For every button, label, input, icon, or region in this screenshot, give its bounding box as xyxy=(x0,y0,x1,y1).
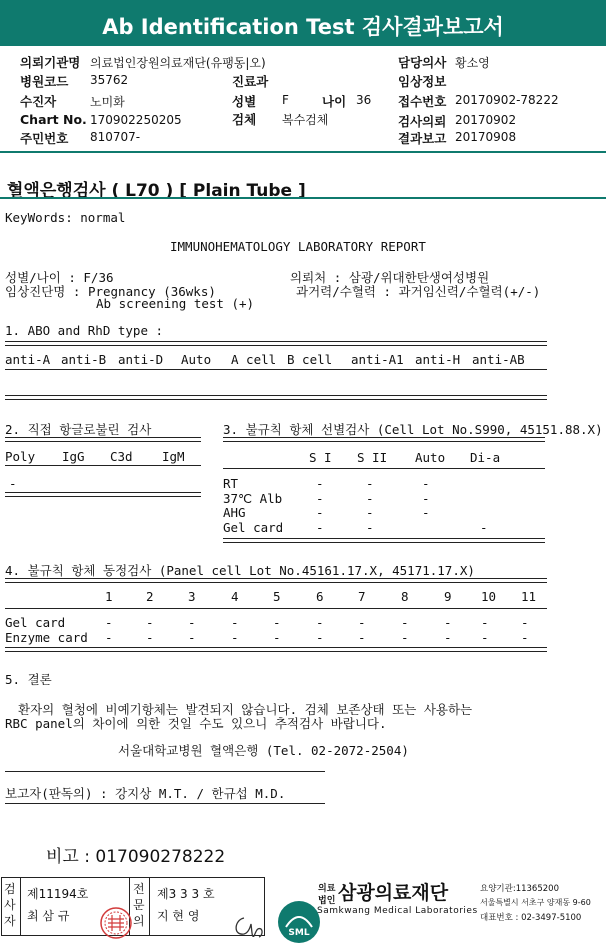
patient-value: 노미화 xyxy=(90,95,125,109)
dept-label: 진료과 xyxy=(232,74,269,89)
brand-name-ko: 삼광의료재단 xyxy=(338,882,449,904)
sec1-rule-mid xyxy=(5,369,547,370)
inspector-stamp xyxy=(89,887,133,944)
sec4-column-header: 2 xyxy=(146,589,154,604)
remark: 비고 : 017090278222 xyxy=(46,847,226,867)
sec5-heading: 5. 결론 xyxy=(5,672,52,687)
sec4-column-header: 1 xyxy=(105,589,113,604)
chart-no-label: Chart No. xyxy=(20,112,87,127)
sec4-column-header: 3 xyxy=(188,589,196,604)
sec4-heading: 4. 불규칙 항체 동정검사 (Panel cell Lot No.45161.17.X, 45171.17.X) xyxy=(5,563,475,578)
demo-history: 과거력/수혈력 : 과거임신력/수혈력(+/-) xyxy=(296,284,541,299)
sec4-rule-bottom xyxy=(5,647,547,652)
sec4-rule-top xyxy=(5,578,547,583)
specialist-signature xyxy=(220,893,266,946)
sec3-cell: - xyxy=(316,505,324,520)
clinical-label: 임상정보 xyxy=(398,74,447,89)
sec1-column-header: anti-A1 xyxy=(351,352,404,367)
sec1-column-header: anti-A xyxy=(5,352,51,367)
sec3-row-label: Gel card xyxy=(223,519,284,535)
sec4-row-label: Enzyme card xyxy=(5,630,88,645)
specimen-label: 검체 xyxy=(232,112,257,127)
demo-referrer: 의뢰처 : 삼광/위대한탄생여성병원 xyxy=(290,270,490,285)
hospital-code-value: 35762 xyxy=(90,73,129,87)
sec5-conclusion-line1: 환자의 혈청에 비예기항체는 발견되지 않습니다. 검체 보존상태 또는 사용하는 xyxy=(18,702,473,717)
institution-code: 요양기관:11365200 xyxy=(480,884,559,894)
report-title: Ab Identification Test 검사결과보고서 xyxy=(102,15,504,39)
sec3-cell: - xyxy=(366,476,374,491)
sec3-rule-top xyxy=(223,437,545,442)
sec1-column-header: Auto xyxy=(181,352,212,367)
demo-diagnosis: 임상진단명 : Pregnancy (36wks) xyxy=(5,284,216,299)
age-value: 36 xyxy=(356,93,372,107)
request-label: 검사의뢰 xyxy=(398,114,447,129)
sec4-cell: - xyxy=(316,615,324,630)
sec3-column-header: Di-a xyxy=(470,450,501,465)
report-heading: IMMUNOHEMATOLOGY LABORATORY REPORT xyxy=(170,239,426,254)
sec3-rule-mid xyxy=(223,468,545,469)
sec4-rule-mid xyxy=(5,608,547,609)
sec4-column-header: 11 xyxy=(521,589,537,604)
sec4-cell: - xyxy=(105,630,113,645)
svg-text:SML: SML xyxy=(288,928,310,938)
sec3-cell: - xyxy=(316,476,324,491)
sec3-cell: - xyxy=(366,519,374,535)
reporter-rule-top xyxy=(5,771,325,772)
sec2-column-header: IgM xyxy=(162,449,185,464)
sec4-column-header: 7 xyxy=(358,589,366,604)
receipt-label: 접수번호 xyxy=(398,94,447,109)
sec4-cell: - xyxy=(481,615,489,630)
demo-sex-age: 성별/나이 : F/36 xyxy=(5,270,114,285)
sec1-rule-bottom xyxy=(5,395,547,400)
inspector-no: 제11194호 xyxy=(27,887,89,901)
sec2-column-header: C3d xyxy=(110,449,133,464)
sec2-rule-bottom xyxy=(5,492,201,497)
sec5-hospital: 서울대학교병원 혈액은행 (Tel. 02-2072-2504) xyxy=(118,743,409,758)
sec4-cell: - xyxy=(401,615,409,630)
section-divider xyxy=(0,197,606,199)
sec4-cell: - xyxy=(358,615,366,630)
address: 서울특별시 서초구 양재동 9-60 xyxy=(480,898,591,907)
doctor-label: 담당의사 xyxy=(398,55,447,70)
sec4-row-label: Gel card xyxy=(5,615,66,630)
sec4-cell: - xyxy=(316,630,324,645)
sec4-column-header: 6 xyxy=(316,589,324,604)
sec3-cell: - xyxy=(422,505,430,520)
institution-label: 의뢰기관명 xyxy=(20,55,81,70)
receipt-value: 20170902-78222 xyxy=(455,93,559,107)
info-divider xyxy=(0,151,606,153)
sec1-column-header: B cell xyxy=(287,352,333,367)
sec3-cell: - xyxy=(422,476,430,491)
sec4-column-header: 5 xyxy=(273,589,281,604)
sec3-column-header: S I xyxy=(309,450,332,465)
sec3-column-header: Auto xyxy=(415,450,446,465)
sec4-cell: - xyxy=(521,630,529,645)
sec3-row-label: RT xyxy=(223,476,239,491)
doctor-value: 황소영 xyxy=(455,56,490,70)
sec2-rule-mid xyxy=(5,465,201,466)
sec2-value: - xyxy=(9,476,17,491)
sec1-column-header: anti-AB xyxy=(472,352,525,367)
hospital-code-label: 병원코드 xyxy=(20,74,69,89)
sec2-column-header: Poly xyxy=(5,449,36,464)
sec4-column-header: 4 xyxy=(231,589,239,604)
sec1-column-header: anti-D xyxy=(118,352,164,367)
institution-value: 의료법인장원의료재단(유팽동|오) xyxy=(90,56,266,70)
sec4-cell: - xyxy=(231,615,239,630)
sec1-column-header: anti-H xyxy=(415,352,461,367)
sec5-conclusion-line2: RBC panel의 차이에 의한 것일 수도 있으니 추적검사 바랍니다. xyxy=(5,716,387,731)
reporter: 보고자(판독의) : 강지상 M.T. / 한규섭 M.D. xyxy=(5,786,286,801)
reporter-rule-bottom xyxy=(5,803,325,804)
sec3-cell: - xyxy=(480,519,488,535)
sec4-cell: - xyxy=(273,615,281,630)
chart-no-value: 170902250205 xyxy=(90,113,182,127)
sec4-cell: - xyxy=(358,630,366,645)
sec4-cell: - xyxy=(188,630,196,645)
sec2-column-header: IgG xyxy=(62,449,85,464)
sec1-rule-top xyxy=(5,341,547,346)
request-value: 20170902 xyxy=(455,113,517,127)
sec3-cell: - xyxy=(422,490,430,506)
section-title: 혈액은행검사 ( L70 ) [ Plain Tube ] xyxy=(7,181,306,201)
sec4-column-header: 8 xyxy=(401,589,409,604)
sig-sep-1 xyxy=(20,877,21,935)
sec4-cell: - xyxy=(481,630,489,645)
specialist-label: 전문의 xyxy=(133,882,145,928)
sex-label: 성별 xyxy=(232,94,257,109)
rrn-label: 주민번호 xyxy=(20,131,69,146)
sec2-rule-top xyxy=(5,437,201,442)
result-value: 20170908 xyxy=(455,130,517,144)
result-label: 결과보고 xyxy=(398,131,447,146)
demo-screening: Ab screening test (+) xyxy=(96,296,255,311)
sec2-heading: 2. 직접 항글로불린 검사 xyxy=(5,422,152,437)
rrn-value: 810707- xyxy=(90,130,141,144)
sec4-cell: - xyxy=(401,630,409,645)
sig-sep-3 xyxy=(149,877,150,935)
sec4-cell: - xyxy=(444,630,452,645)
sec1-column-header: anti-B xyxy=(61,352,107,367)
sec4-cell: - xyxy=(188,615,196,630)
corp-label-1: 의료 xyxy=(318,884,336,894)
sec3-rule-bottom xyxy=(223,538,545,543)
specialist-no: 제3 3 3 호 xyxy=(157,887,215,901)
patient-label: 수진자 xyxy=(20,94,57,109)
age-label: 나이 xyxy=(322,94,347,109)
keywords: KeyWords: normal xyxy=(5,210,126,225)
sec3-cell: - xyxy=(366,505,374,520)
specimen-value: 복수검체 xyxy=(282,113,329,127)
specialist-name: 지 현 영 xyxy=(157,909,200,923)
sec1-column-header: A cell xyxy=(231,352,277,367)
sec3-heading: 3. 불규칙 항체 선별검사 (Cell Lot No.S990, 45151.88.X) xyxy=(223,422,603,437)
sec3-cell: - xyxy=(316,519,324,535)
phone: 대표번호 : 02-3497-5100 xyxy=(480,913,582,923)
sec3-cell: - xyxy=(366,490,374,506)
sec4-cell: - xyxy=(273,630,281,645)
inspector-label: 검사자 xyxy=(4,882,16,928)
sec4-cell: - xyxy=(146,630,154,645)
sec4-column-header: 9 xyxy=(444,589,452,604)
sec4-cell: - xyxy=(146,615,154,630)
sec4-cell: - xyxy=(231,630,239,645)
sec4-cell: - xyxy=(444,615,452,630)
sec3-row-label: AHG xyxy=(223,505,246,520)
sec3-cell: - xyxy=(316,490,324,506)
sec3-row-label: 37℃ Alb xyxy=(223,490,283,506)
sml-logo xyxy=(266,880,322,949)
sec1-heading: 1. ABO and RhD type : xyxy=(5,323,164,338)
sec4-cell: - xyxy=(521,615,529,630)
inspector-name: 최 삼 규 xyxy=(27,909,70,923)
corp-label-2: 법인 xyxy=(318,896,336,906)
sec3-column-header: S II xyxy=(357,450,388,465)
sec4-cell: - xyxy=(105,615,113,630)
sec4-column-header: 10 xyxy=(481,589,497,604)
brand-name-en: Samkwang Medical Laboratories xyxy=(317,906,478,916)
sex-value: F xyxy=(282,93,289,107)
